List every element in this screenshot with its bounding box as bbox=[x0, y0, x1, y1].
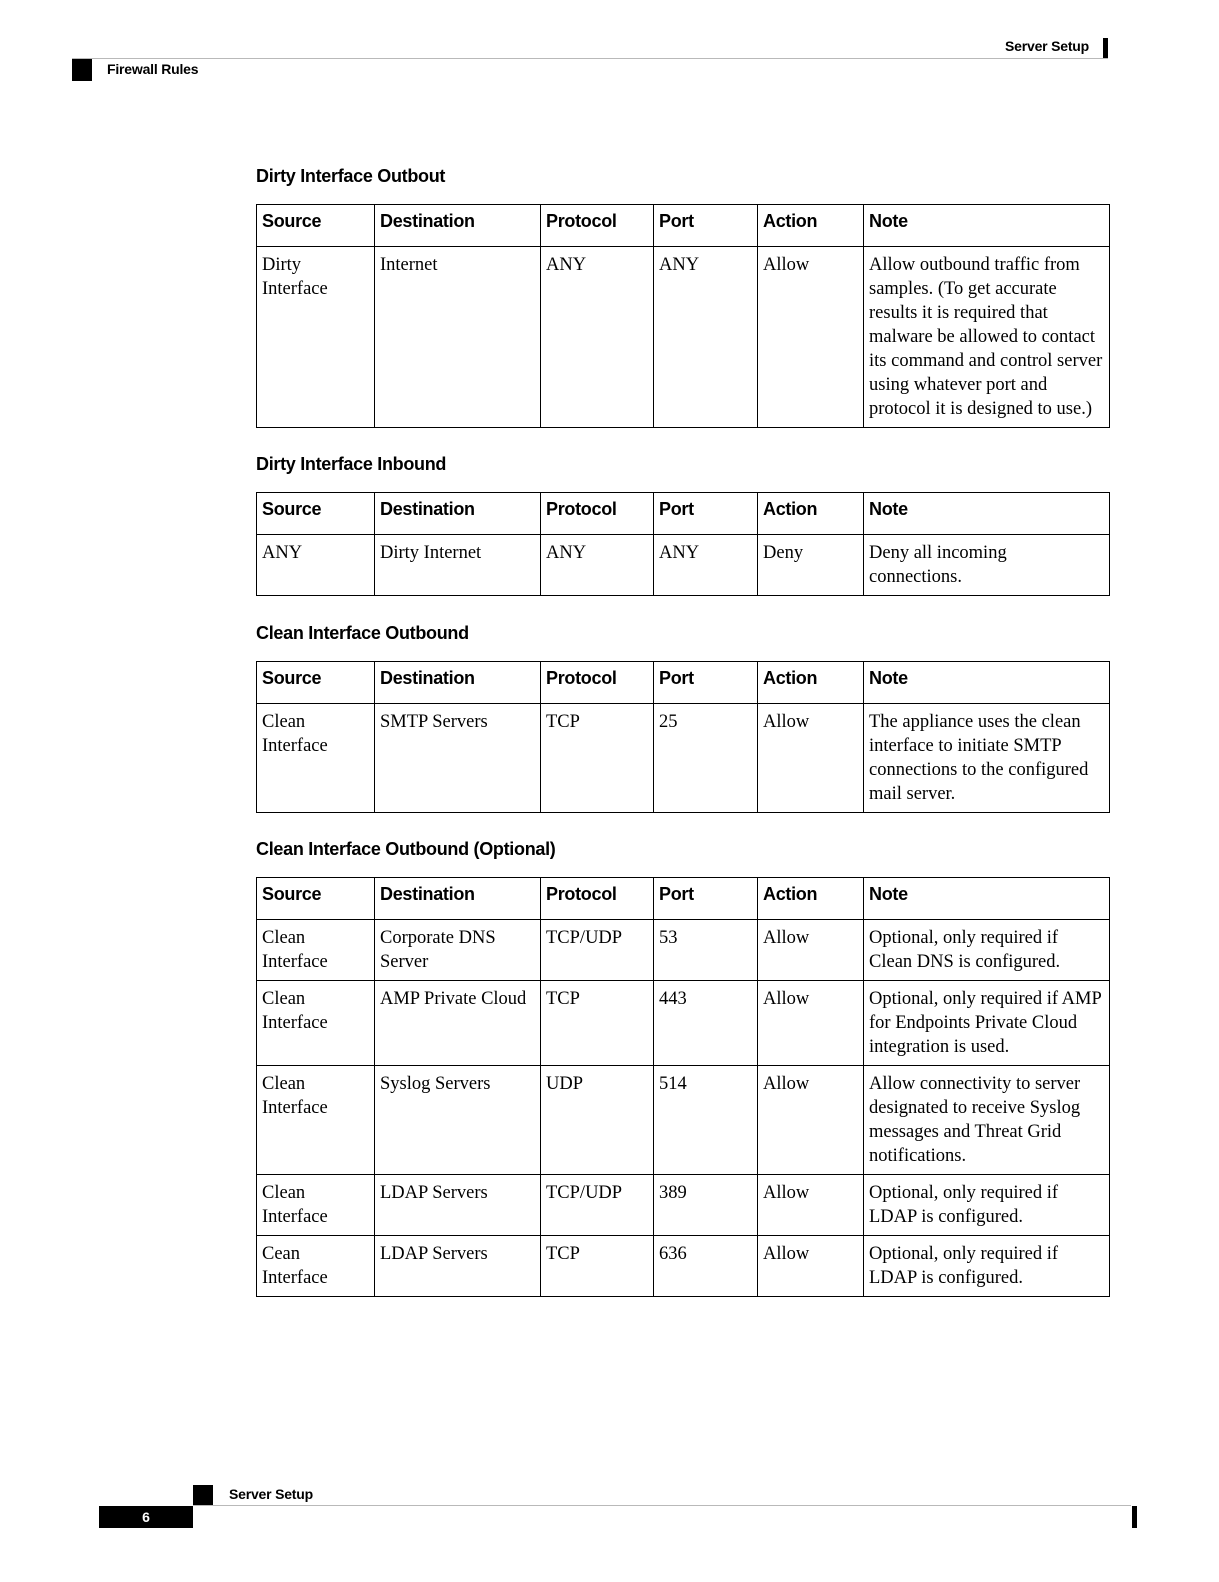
table-header-row bbox=[257, 662, 1110, 704]
table-dirty-interface-outbound bbox=[256, 204, 1110, 428]
cell-destination: AMP Private Cloud bbox=[375, 981, 541, 1066]
cell-source: ANY bbox=[257, 535, 375, 596]
cell-port: 389 bbox=[654, 1175, 758, 1236]
cell-protocol: TCP/UDP bbox=[541, 920, 654, 981]
col-header-protocol: Protocol bbox=[541, 205, 654, 247]
cell-destination: Dirty Internet bbox=[375, 535, 541, 596]
cell-action: Allow bbox=[758, 920, 864, 981]
cell-destination: SMTP Servers bbox=[375, 704, 541, 813]
footer-chapter-title: Server Setup bbox=[229, 1486, 313, 1502]
col-header-action: Action bbox=[758, 205, 864, 247]
cell-source: Dirty Interface bbox=[257, 247, 375, 428]
cell-source: Clean Interface bbox=[257, 920, 375, 981]
table-row bbox=[257, 920, 1110, 981]
cell-note: Allow connectivity to server designated to receive Syslog messages and Threat Grid notifications. bbox=[864, 1066, 1110, 1175]
table-dirty-interface-inbound bbox=[256, 492, 1110, 596]
cell-protocol: TCP bbox=[541, 704, 654, 813]
col-header-port: Port bbox=[654, 205, 758, 247]
cell-note: Optional, only required if Clean DNS is configured. bbox=[864, 920, 1110, 981]
cell-action: Allow bbox=[758, 1175, 864, 1236]
table-title-dirty-inbound: Dirty Interface Inbound bbox=[256, 454, 447, 474]
table-row bbox=[257, 704, 1110, 813]
col-header-destination: Destination bbox=[375, 205, 541, 247]
table-header-row bbox=[257, 493, 1110, 535]
header-rule bbox=[72, 58, 1108, 59]
col-header-action: Action bbox=[758, 878, 864, 920]
col-header-port: Port bbox=[654, 493, 758, 535]
cell-note: Optional, only required if AMP for Endpoints Private Cloud integration is used. bbox=[864, 981, 1110, 1066]
footer-rule bbox=[193, 1505, 1131, 1506]
cell-port: ANY bbox=[654, 247, 758, 428]
cell-destination: Syslog Servers bbox=[375, 1066, 541, 1175]
col-header-source: Source bbox=[257, 662, 375, 704]
col-header-note: Note bbox=[864, 493, 1110, 535]
cell-destination: Internet bbox=[375, 247, 541, 428]
cell-source: Clean Interface bbox=[257, 1175, 375, 1236]
table-row bbox=[257, 981, 1110, 1066]
cell-port: 636 bbox=[654, 1236, 758, 1297]
cell-action: Allow bbox=[758, 981, 864, 1066]
cell-port: 443 bbox=[654, 981, 758, 1066]
table-row bbox=[257, 535, 1110, 596]
col-header-port: Port bbox=[654, 878, 758, 920]
table-row bbox=[257, 1175, 1110, 1236]
col-header-source: Source bbox=[257, 878, 375, 920]
cell-note: The appliance uses the clean interface to initiate SMTP connections to the configured mail server. bbox=[864, 704, 1110, 813]
cell-destination: Corporate DNS Server bbox=[375, 920, 541, 981]
col-header-protocol: Protocol bbox=[541, 878, 654, 920]
table-row bbox=[257, 1236, 1110, 1297]
table-clean-interface-outbound bbox=[256, 661, 1110, 813]
page-number: 6 bbox=[99, 1506, 193, 1528]
col-header-note: Note bbox=[864, 205, 1110, 247]
cell-destination: LDAP Servers bbox=[375, 1236, 541, 1297]
footer-marker-bar bbox=[1132, 1506, 1137, 1528]
header-section-title: Firewall Rules bbox=[107, 61, 199, 77]
col-header-note: Note bbox=[864, 878, 1110, 920]
col-header-action: Action bbox=[758, 493, 864, 535]
cell-note: Optional, only required if LDAP is configured. bbox=[864, 1236, 1110, 1297]
col-header-source: Source bbox=[257, 493, 375, 535]
cell-protocol: UDP bbox=[541, 1066, 654, 1175]
col-header-action: Action bbox=[758, 662, 864, 704]
cell-port: ANY bbox=[654, 535, 758, 596]
cell-protocol: TCP bbox=[541, 981, 654, 1066]
header-chapter-title: Server Setup bbox=[1005, 38, 1089, 54]
col-header-source: Source bbox=[257, 205, 375, 247]
table-title-clean-outbound-optional: Clean Interface Outbound (Optional) bbox=[256, 839, 556, 859]
cell-note: Deny all incoming connections. bbox=[864, 535, 1110, 596]
cell-protocol: ANY bbox=[541, 535, 654, 596]
footer-marker bbox=[193, 1485, 213, 1505]
table-title-clean-outbound: Clean Interface Outbound bbox=[256, 623, 469, 643]
cell-action: Allow bbox=[758, 704, 864, 813]
cell-source: Clean Interface bbox=[257, 1066, 375, 1175]
table-row bbox=[257, 247, 1110, 428]
cell-action: Deny bbox=[758, 535, 864, 596]
col-header-protocol: Protocol bbox=[541, 662, 654, 704]
cell-note: Allow outbound traffic from samples. (To get accurate results it is required that malware be allowed to contact its command and control server using whatever port and protocol it is designed to use.) bbox=[864, 247, 1110, 428]
cell-destination: LDAP Servers bbox=[375, 1175, 541, 1236]
col-header-destination: Destination bbox=[375, 493, 541, 535]
cell-port: 53 bbox=[654, 920, 758, 981]
cell-action: Allow bbox=[758, 1236, 864, 1297]
cell-note: Optional, only required if LDAP is configured. bbox=[864, 1175, 1110, 1236]
cell-port: 25 bbox=[654, 704, 758, 813]
cell-source: Cean Interface bbox=[257, 1236, 375, 1297]
cell-action: Allow bbox=[758, 1066, 864, 1175]
col-header-protocol: Protocol bbox=[541, 493, 654, 535]
col-header-note: Note bbox=[864, 662, 1110, 704]
col-header-destination: Destination bbox=[375, 662, 541, 704]
col-header-port: Port bbox=[654, 662, 758, 704]
cell-protocol: TCP/UDP bbox=[541, 1175, 654, 1236]
table-header-row bbox=[257, 205, 1110, 247]
table-clean-interface-outbound-optional bbox=[256, 877, 1110, 1297]
cell-source: Clean Interface bbox=[257, 981, 375, 1066]
header-section-marker bbox=[72, 59, 92, 81]
cell-action: Allow bbox=[758, 247, 864, 428]
col-header-destination: Destination bbox=[375, 878, 541, 920]
table-row bbox=[257, 1066, 1110, 1175]
cell-protocol: TCP bbox=[541, 1236, 654, 1297]
cell-source: Clean Interface bbox=[257, 704, 375, 813]
header-marker-bar bbox=[1103, 38, 1108, 58]
table-title-dirty-outbound: Dirty Interface Outbout bbox=[256, 166, 446, 186]
cell-protocol: ANY bbox=[541, 247, 654, 428]
cell-port: 514 bbox=[654, 1066, 758, 1175]
table-header-row bbox=[257, 878, 1110, 920]
